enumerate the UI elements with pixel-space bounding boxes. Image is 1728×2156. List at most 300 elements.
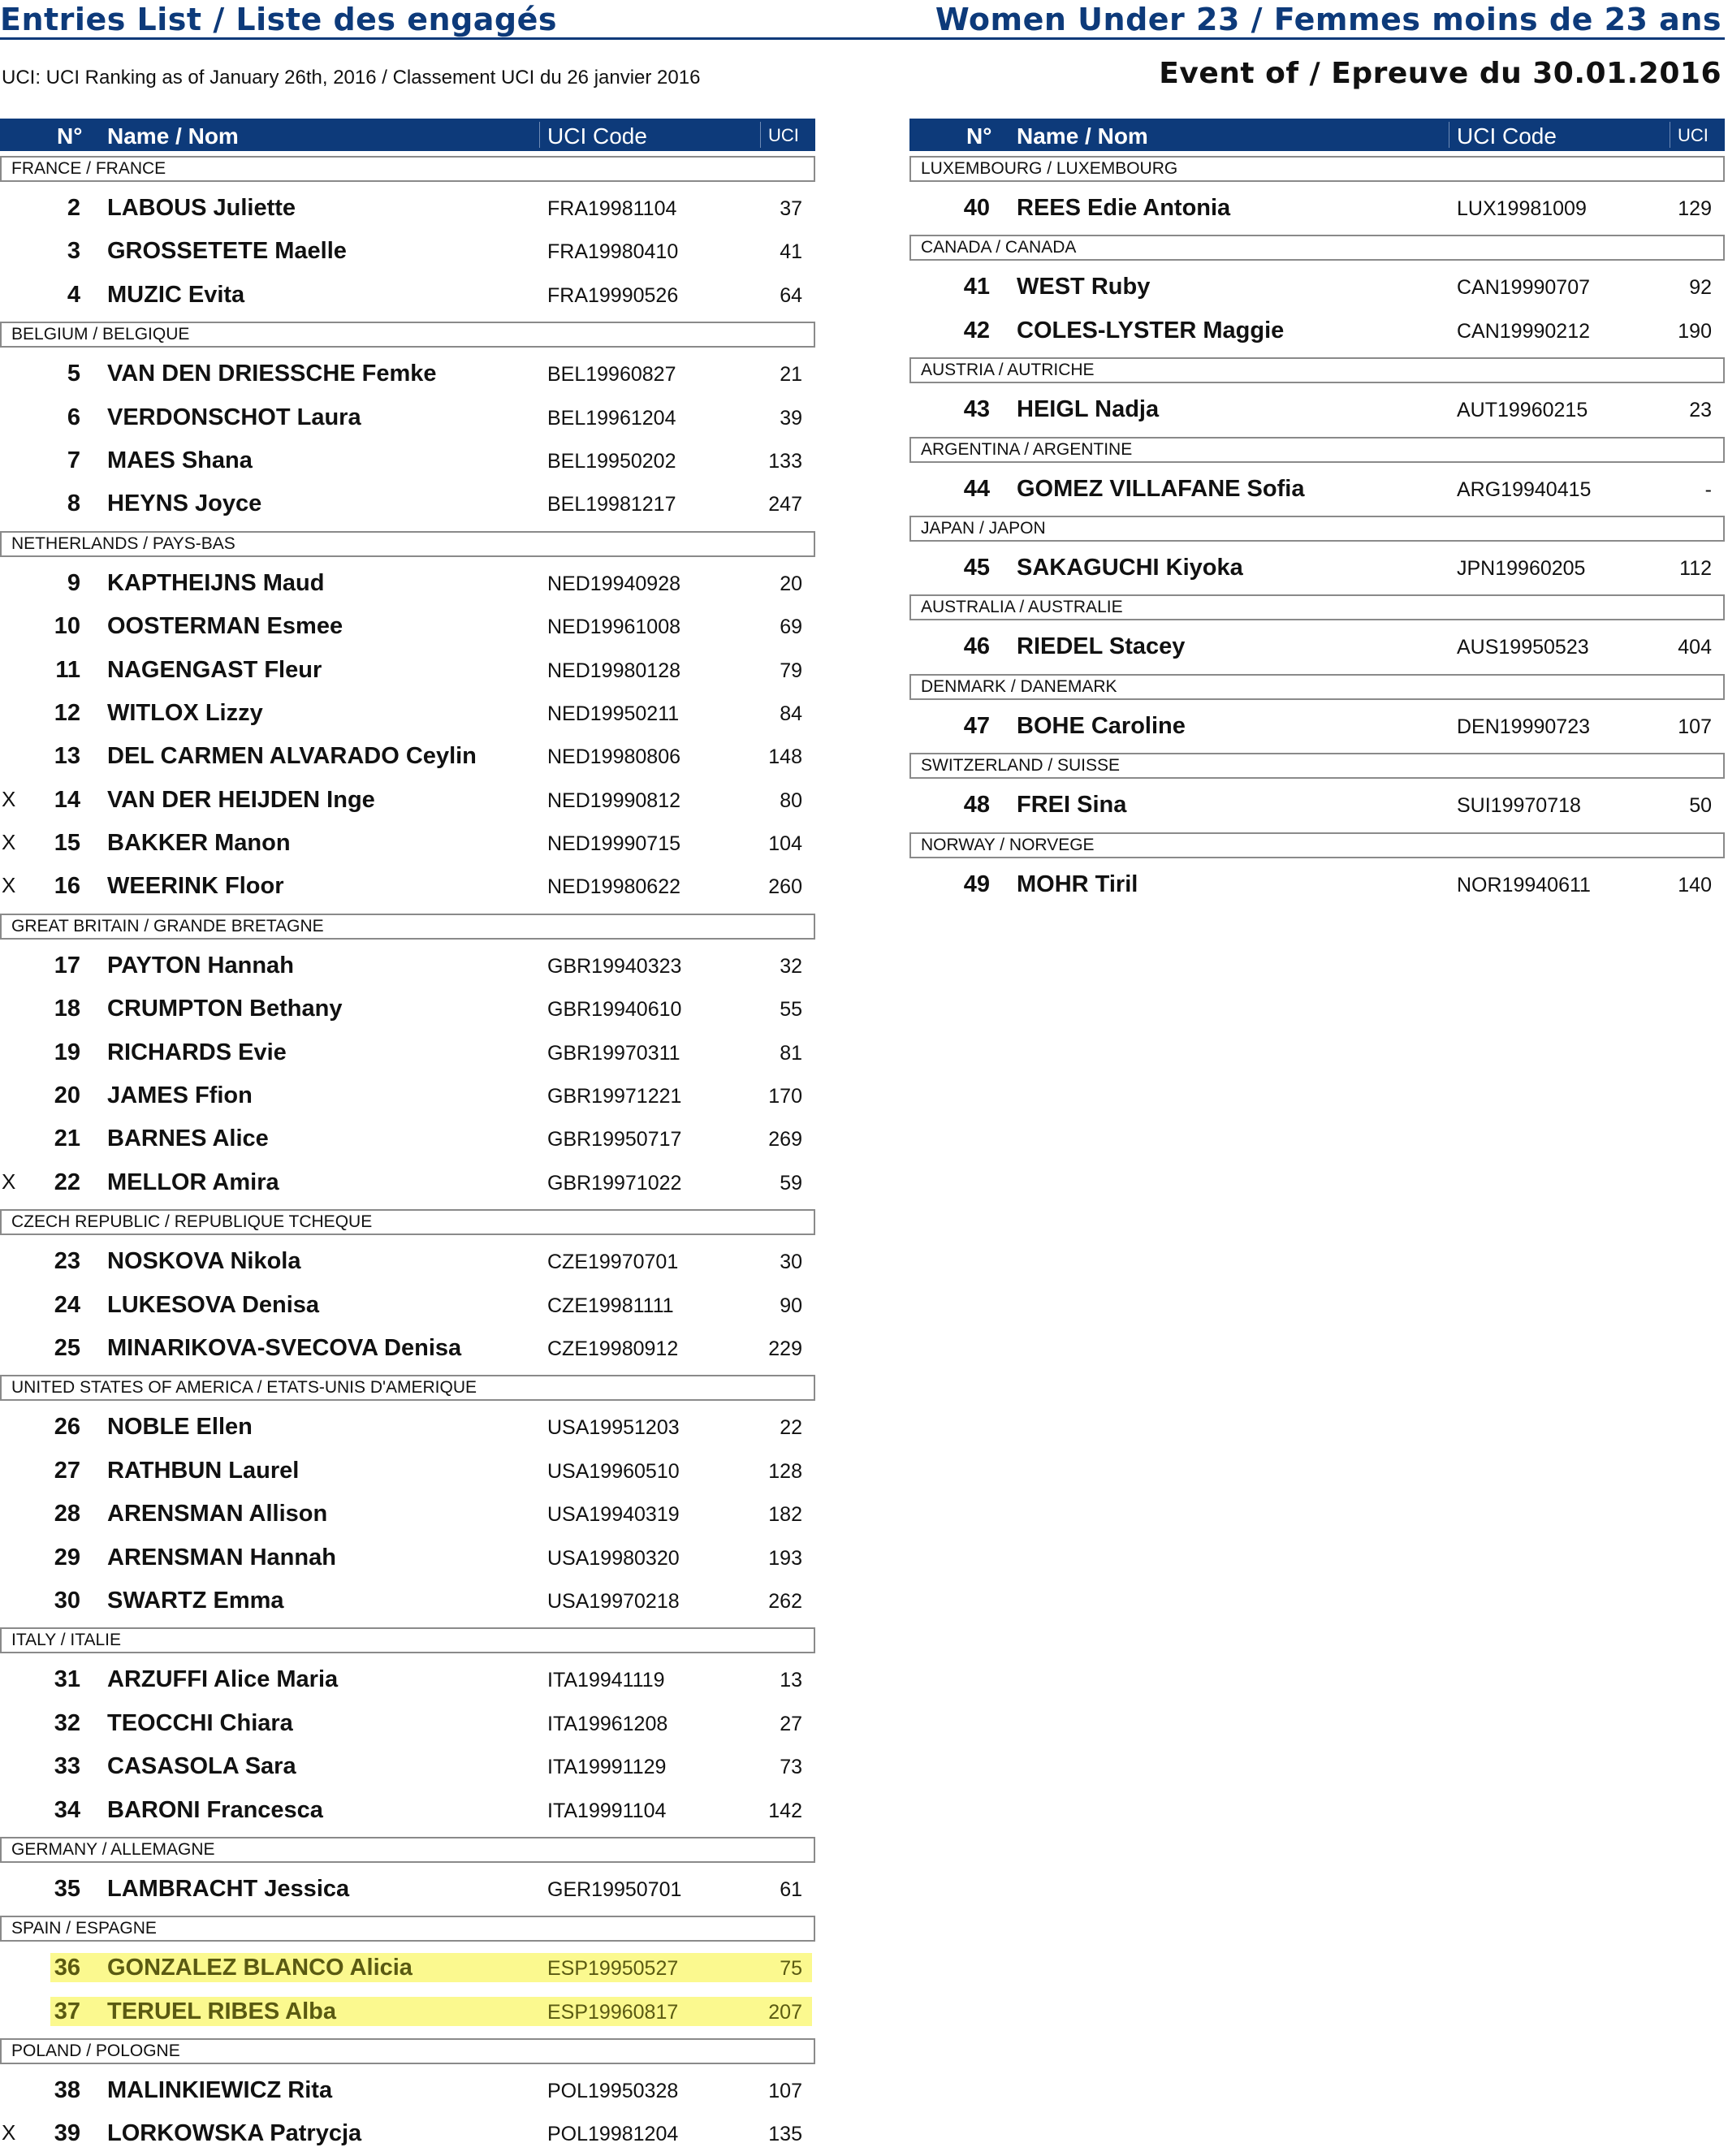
rider-number: 46 <box>963 633 990 660</box>
rider-name: MAES Shana <box>107 447 253 473</box>
uci-rank: 21 <box>780 363 802 387</box>
uci-rank: 190 <box>1678 319 1712 343</box>
uci-code: NED19990715 <box>547 832 681 856</box>
country-heading: NETHERLANDS / PAYS-BAS <box>0 531 815 557</box>
rider-row <box>0 1536 815 1579</box>
rider-name: WEST Ruby <box>1017 274 1151 300</box>
rider-name: JAMES Ffion <box>107 1082 253 1109</box>
uci-rank: 84 <box>780 702 802 725</box>
rider-number: 41 <box>963 274 990 300</box>
uci-rank: 133 <box>768 449 802 473</box>
non-starter-mark: X <box>2 1169 16 1194</box>
uci-code: USA19960510 <box>547 1459 680 1483</box>
uci-rank: 79 <box>780 659 802 682</box>
rider-name: TEOCCHI Chiara <box>107 1709 293 1736</box>
uci-rank: 92 <box>1689 276 1712 300</box>
header-separator <box>539 122 540 148</box>
rider-name: MOHR Tiril <box>1017 871 1138 897</box>
uci-code: GBR19970311 <box>547 1041 680 1065</box>
rider-number: 37 <box>54 1998 80 2024</box>
rider-row <box>909 309 1725 352</box>
uci-code: GBR19971022 <box>547 1171 682 1195</box>
rider-row <box>0 1789 815 1832</box>
rider-row <box>909 266 1725 309</box>
uci-code: GBR19950717 <box>547 1128 682 1151</box>
uci-rank: 32 <box>780 954 802 978</box>
non-starter-mark: X <box>2 2120 16 2145</box>
uci-code: GBR19940323 <box>547 954 682 978</box>
uci-code: FRA19981104 <box>547 197 677 220</box>
rider-number: 6 <box>67 404 80 430</box>
country-section <box>909 156 1725 230</box>
header-uci: UCI <box>768 125 799 145</box>
rider-row <box>0 1284 815 1327</box>
uci-rank: 262 <box>768 1589 802 1613</box>
uci-rank: 404 <box>1678 636 1712 659</box>
rider-row <box>0 2069 815 2112</box>
rider-number: 7 <box>67 447 80 473</box>
uci-code: AUT19960215 <box>1457 399 1588 422</box>
rider-row <box>909 547 1725 590</box>
rider-name: PAYTON Hannah <box>107 952 294 979</box>
rider-number: 33 <box>54 1753 80 1780</box>
uci-code: ITA19991104 <box>547 1799 667 1822</box>
rider-number: 28 <box>54 1501 80 1527</box>
rider-row <box>0 274 815 317</box>
rider-name: LABOUS Juliette <box>107 195 296 221</box>
rider-name: RICHARDS Evie <box>107 1039 287 1065</box>
rider-number: 32 <box>54 1709 80 1736</box>
uci-code: USA19940319 <box>547 1503 680 1527</box>
rider-row <box>0 1745 815 1788</box>
rider-name: BARONI Francesca <box>107 1796 323 1823</box>
country-section <box>0 1375 815 1622</box>
header-code: UCI Code <box>1457 123 1557 149</box>
country-section <box>0 322 815 526</box>
country-heading: BELGIUM / BELGIQUE <box>0 322 815 348</box>
rider-number: 34 <box>54 1796 80 1823</box>
country-heading: AUSTRIA / AUTRICHE <box>909 357 1725 383</box>
rider-row <box>0 822 815 865</box>
rider-number: 44 <box>963 475 990 502</box>
rider-number: 21 <box>54 1126 80 1152</box>
title-divider <box>0 37 1725 40</box>
rider-row <box>0 187 815 230</box>
rider-row <box>0 482 815 525</box>
rider-number: 5 <box>67 361 80 387</box>
uci-code: POL19981204 <box>547 2123 679 2146</box>
uci-code: CZE19980912 <box>547 1337 679 1360</box>
rider-number: 42 <box>963 317 990 343</box>
uci-code: BEL19981217 <box>547 493 676 516</box>
rider-name: NAGENGAST Fleur <box>107 656 322 683</box>
header-code: UCI Code <box>547 123 647 149</box>
rider-row <box>0 1406 815 1449</box>
rider-name: ARZUFFI Alice Maria <box>107 1666 339 1693</box>
rider-row <box>909 625 1725 668</box>
rider-name: SWARTZ Emma <box>107 1587 284 1614</box>
uci-code: BEL19961204 <box>547 406 676 430</box>
uci-rank: 193 <box>768 1546 802 1570</box>
rider-row <box>0 1031 815 1074</box>
uci-code: ITA19991129 <box>547 1756 667 1779</box>
uci-rank: 41 <box>780 240 802 264</box>
uci-rank: 128 <box>768 1459 802 1483</box>
country-heading: JAPAN / JAPON <box>909 516 1725 542</box>
uci-code: CZE19981111 <box>547 1294 674 1317</box>
rider-row <box>0 2112 815 2155</box>
uci-code: NED19980622 <box>547 875 681 899</box>
rider-number: 43 <box>963 396 990 423</box>
rider-number: 29 <box>54 1544 80 1571</box>
country-section <box>909 753 1725 827</box>
uci-code: SUI19970718 <box>1457 794 1581 818</box>
uci-code: NED19980128 <box>547 659 681 682</box>
rider-row <box>0 1117 815 1160</box>
uci-rank: 207 <box>768 2000 802 2024</box>
rider-row <box>0 1493 815 1536</box>
country-heading: UNITED STATES OF AMERICA / ETATS-UNIS D'AMERIQUE <box>0 1375 815 1401</box>
uci-code: LUX19981009 <box>1457 197 1587 220</box>
rider-name: NOSKOVA Nikola <box>107 1248 301 1275</box>
rider-row <box>0 735 815 778</box>
rider-name: VAN DER HEIJDEN Inge <box>107 786 375 813</box>
rider-number: 26 <box>54 1414 80 1441</box>
rider-number: 20 <box>54 1082 80 1109</box>
rider-row <box>909 784 1725 827</box>
rider-name: LORKOWSKA Patrycja <box>107 2120 362 2147</box>
uci-rank: 142 <box>768 1799 802 1822</box>
rider-number: 4 <box>67 281 80 308</box>
uci-rank: 55 <box>780 998 802 1022</box>
rider-name: CRUMPTON Bethany <box>107 996 343 1022</box>
rider-number: 36 <box>54 1955 80 1981</box>
uci-code: NED19940928 <box>547 572 681 595</box>
rider-name: MALINKIEWICZ Rita <box>107 2077 333 2104</box>
rider-row <box>0 605 815 648</box>
rider-number: 38 <box>54 2077 80 2104</box>
uci-code: DEN19990723 <box>1457 715 1591 738</box>
rider-row <box>0 1946 815 1990</box>
rider-name: RATHBUN Laurel <box>107 1457 300 1484</box>
uci-rank: 140 <box>1678 873 1712 897</box>
non-starter-mark: X <box>2 786 16 811</box>
country-section <box>909 437 1725 511</box>
uci-rank: 104 <box>768 832 802 856</box>
uci-code: ESP19950527 <box>547 1957 679 1981</box>
uci-rank: 129 <box>1678 197 1712 220</box>
uci-code: GBR19940610 <box>547 998 682 1022</box>
uci-rank: 23 <box>1689 399 1712 422</box>
rider-row <box>0 1240 815 1283</box>
table-header <box>909 119 1725 151</box>
uci-rank: 182 <box>768 1503 802 1527</box>
rider-row <box>0 1450 815 1493</box>
country-section <box>0 1627 815 1832</box>
country-section <box>0 1209 815 1370</box>
rider-number: 8 <box>67 490 80 517</box>
uci-rank: 50 <box>1689 794 1712 818</box>
country-heading: CZECH REPUBLIC / REPUBLIQUE TCHEQUE <box>0 1209 815 1235</box>
country-heading: NORWAY / NORVEGE <box>909 832 1725 858</box>
rider-number: 47 <box>963 712 990 739</box>
uci-code: GBR19971221 <box>547 1085 682 1108</box>
rider-name: OOSTERMAN Esmee <box>107 613 343 640</box>
rider-name: CASASOLA Sara <box>107 1753 296 1780</box>
rider-row <box>0 1868 815 1911</box>
rider-row <box>0 649 815 692</box>
rider-number: 9 <box>67 569 80 596</box>
uci-code: ITA19941119 <box>547 1669 665 1692</box>
ranking-note: UCI: UCI Ranking as of January 26th, 2016 / Classement UCI du 26 janvier 2016 <box>2 67 701 89</box>
rider-number: 49 <box>963 871 990 897</box>
country-heading: SPAIN / ESPAGNE <box>0 1916 815 1942</box>
rider-number: 11 <box>55 656 80 683</box>
uci-rank: 69 <box>780 616 802 639</box>
rider-row <box>0 352 815 395</box>
rider-number: 24 <box>54 1291 80 1318</box>
uci-rank: 90 <box>780 1294 802 1317</box>
country-section <box>909 516 1725 590</box>
rider-row <box>0 1990 815 2033</box>
uci-rank: 269 <box>768 1128 802 1151</box>
rider-name: BAKKER Manon <box>107 830 291 857</box>
uci-rank: 135 <box>768 2123 802 2146</box>
header-number: N° <box>966 123 992 149</box>
uci-code: BEL19960827 <box>547 363 676 387</box>
rider-number: 27 <box>54 1457 80 1484</box>
country-section <box>909 594 1725 668</box>
uci-code: USA19951203 <box>547 1416 680 1440</box>
uci-code: ARG19940415 <box>1457 477 1592 501</box>
uci-rank: 22 <box>780 1416 802 1440</box>
rider-name: WEERINK Floor <box>107 873 284 900</box>
uci-code: AUS19950523 <box>1457 636 1589 659</box>
country-heading: POLAND / POLOGNE <box>0 2038 815 2064</box>
country-section <box>0 2038 815 2156</box>
uci-rank: 170 <box>768 1085 802 1108</box>
rider-row <box>0 865 815 908</box>
rider-row <box>0 439 815 482</box>
uci-code: ITA19961208 <box>547 1712 668 1735</box>
uci-code: NED19961008 <box>547 616 681 639</box>
header-separator <box>760 122 761 148</box>
country-section <box>909 832 1725 906</box>
rider-number: 25 <box>54 1334 80 1361</box>
uci-code: FRA19990526 <box>547 283 679 307</box>
rider-name: ARENSMAN Allison <box>107 1501 328 1527</box>
rider-row <box>0 1702 815 1745</box>
uci-rank: 20 <box>780 572 802 595</box>
rider-number: 39 <box>54 2120 80 2147</box>
rider-name: BOHE Caroline <box>1017 712 1186 739</box>
rider-number: 13 <box>54 743 80 770</box>
entries-column-right <box>909 119 1725 906</box>
country-section <box>0 1837 815 1911</box>
country-heading: ITALY / ITALIE <box>0 1627 815 1653</box>
rider-name: MINARIKOVA-SVECOVA Denisa <box>107 1334 462 1361</box>
uci-rank: 75 <box>780 1957 802 1981</box>
uci-code: NED19990812 <box>547 789 681 812</box>
rider-row <box>909 388 1725 431</box>
uci-code: CAN19990707 <box>1457 276 1591 300</box>
rider-number: 40 <box>963 195 990 221</box>
uci-code: NOR19940611 <box>1457 873 1591 897</box>
rider-number: 22 <box>54 1169 80 1195</box>
rider-name: HEYNS Joyce <box>107 490 262 517</box>
rider-number: 48 <box>963 792 990 819</box>
category-title: Women Under 23 / Femmes moins de 23 ans <box>935 2 1722 37</box>
rider-name: MUZIC Evita <box>107 281 245 308</box>
rider-name: RIEDEL Stacey <box>1017 633 1186 660</box>
uci-rank: 59 <box>780 1171 802 1195</box>
rider-number: 10 <box>54 613 80 640</box>
rider-number: 35 <box>54 1875 80 1902</box>
rider-name: HEIGL Nadja <box>1017 396 1160 423</box>
uci-rank: 73 <box>780 1756 802 1779</box>
uci-code: ESP19960817 <box>547 2000 679 2024</box>
uci-rank: 247 <box>768 493 802 516</box>
uci-code: NED19980806 <box>547 745 681 769</box>
rider-name: GOMEZ VILLAFANE Sofia <box>1017 475 1305 502</box>
rider-number: 16 <box>54 873 80 900</box>
uci-rank: 61 <box>780 1877 802 1901</box>
uci-rank: 229 <box>768 1337 802 1360</box>
rider-row <box>909 705 1725 748</box>
rider-number: 15 <box>54 830 80 857</box>
uci-rank: - <box>1704 477 1712 501</box>
uci-code: CZE19970701 <box>547 1251 679 1274</box>
rider-number: 23 <box>54 1248 80 1275</box>
entries-column-left <box>0 119 815 2156</box>
country-section <box>909 357 1725 431</box>
country-heading: GERMANY / ALLEMAGNE <box>0 1837 815 1863</box>
rider-number: 2 <box>67 195 80 221</box>
rider-name: SAKAGUCHI Kiyoka <box>1017 554 1243 581</box>
header-uci: UCI <box>1678 125 1709 145</box>
rider-row <box>0 396 815 439</box>
uci-rank: 260 <box>768 875 802 899</box>
rider-name: VERDONSCHOT Laura <box>107 404 361 430</box>
rider-row <box>0 944 815 987</box>
country-section <box>0 156 815 317</box>
rider-name: GROSSETETE Maelle <box>107 238 347 265</box>
uci-rank: 30 <box>780 1251 802 1274</box>
rider-row <box>0 779 815 822</box>
rider-number: 14 <box>54 786 80 813</box>
rider-row <box>0 1327 815 1370</box>
rider-number: 18 <box>54 996 80 1022</box>
rider-number: 12 <box>54 699 80 726</box>
uci-rank: 37 <box>780 197 802 220</box>
rider-name: LUKESOVA Denisa <box>107 1291 320 1318</box>
country-section <box>0 914 815 1204</box>
rider-name: FREI Sina <box>1017 792 1127 819</box>
non-starter-mark: X <box>2 873 16 898</box>
country-section <box>909 235 1725 352</box>
header-name: Name / Nom <box>1017 123 1148 149</box>
uci-rank: 27 <box>780 1712 802 1735</box>
page-title: Entries List / Liste des engagés <box>0 2 558 37</box>
header-name: Name / Nom <box>107 123 239 149</box>
rider-name: BARNES Alice <box>107 1126 269 1152</box>
rider-name: GONZALEZ BLANCO Alicia <box>107 1955 413 1981</box>
country-heading: AUSTRALIA / AUSTRALIE <box>909 594 1725 620</box>
rider-name: TERUEL RIBES Alba <box>107 1998 336 2024</box>
rider-row <box>0 1658 815 1701</box>
non-starter-mark: X <box>2 830 16 855</box>
rider-name: COLES-LYSTER Maggie <box>1017 317 1285 343</box>
uci-rank: 64 <box>780 283 802 307</box>
uci-code: BEL19950202 <box>547 449 676 473</box>
rider-name: DEL CARMEN ALVARADO Ceylin <box>107 743 477 770</box>
uci-rank: 80 <box>780 789 802 812</box>
uci-rank: 81 <box>780 1041 802 1065</box>
rider-row <box>0 1161 815 1204</box>
rider-name: LAMBRACHT Jessica <box>107 1875 350 1902</box>
uci-rank: 148 <box>768 745 802 769</box>
uci-code: GER19950701 <box>547 1877 682 1901</box>
rider-row <box>909 468 1725 511</box>
uci-code: CAN19990212 <box>1457 319 1591 343</box>
rider-number: 3 <box>67 238 80 265</box>
country-heading: GREAT BRITAIN / GRANDE BRETAGNE <box>0 914 815 940</box>
rider-row <box>0 1074 815 1117</box>
country-section <box>909 674 1725 748</box>
rider-name: ARENSMAN Hannah <box>107 1544 336 1571</box>
header-number: N° <box>57 123 83 149</box>
uci-code: USA19970218 <box>547 1589 680 1613</box>
rider-number: 17 <box>54 952 80 979</box>
uci-code: POL19950328 <box>547 2080 679 2103</box>
rider-name: KAPTHEIJNS Maud <box>107 569 325 596</box>
event-date: Event of / Epreuve du 30.01.2016 <box>1159 57 1722 90</box>
uci-code: NED19950211 <box>547 702 680 725</box>
uci-rank: 13 <box>780 1669 802 1692</box>
country-section <box>0 531 815 909</box>
uci-rank: 39 <box>780 406 802 430</box>
rider-name: WITLOX Lizzy <box>107 699 263 726</box>
country-heading: ARGENTINA / ARGENTINE <box>909 437 1725 463</box>
country-heading: SWITZERLAND / SUISSE <box>909 753 1725 779</box>
uci-rank: 107 <box>768 2080 802 2103</box>
country-heading: LUXEMBOURG / LUXEMBOURG <box>909 156 1725 182</box>
rider-number: 45 <box>963 554 990 581</box>
uci-code: USA19980320 <box>547 1546 680 1570</box>
rider-name: REES Edie Antonia <box>1017 195 1231 221</box>
rider-number: 30 <box>54 1587 80 1614</box>
rider-row <box>0 562 815 605</box>
rider-number: 19 <box>54 1039 80 1065</box>
table-header <box>0 119 815 151</box>
country-heading: FRANCE / FRANCE <box>0 156 815 182</box>
rider-row <box>909 187 1725 230</box>
country-section <box>0 1916 815 2033</box>
rider-name: MELLOR Amira <box>107 1169 279 1195</box>
rider-row <box>0 230 815 273</box>
rider-name: VAN DEN DRIESSCHE Femke <box>107 361 437 387</box>
rider-name: NOBLE Ellen <box>107 1414 253 1441</box>
uci-code: FRA19980410 <box>547 240 679 264</box>
country-heading: CANADA / CANADA <box>909 235 1725 261</box>
rider-row <box>909 863 1725 906</box>
rider-row <box>0 987 815 1030</box>
uci-rank: 112 <box>1679 556 1712 580</box>
rider-row <box>0 692 815 735</box>
rider-number: 31 <box>54 1666 80 1693</box>
country-heading: DENMARK / DANEMARK <box>909 674 1725 700</box>
uci-code: JPN19960205 <box>1457 556 1586 580</box>
